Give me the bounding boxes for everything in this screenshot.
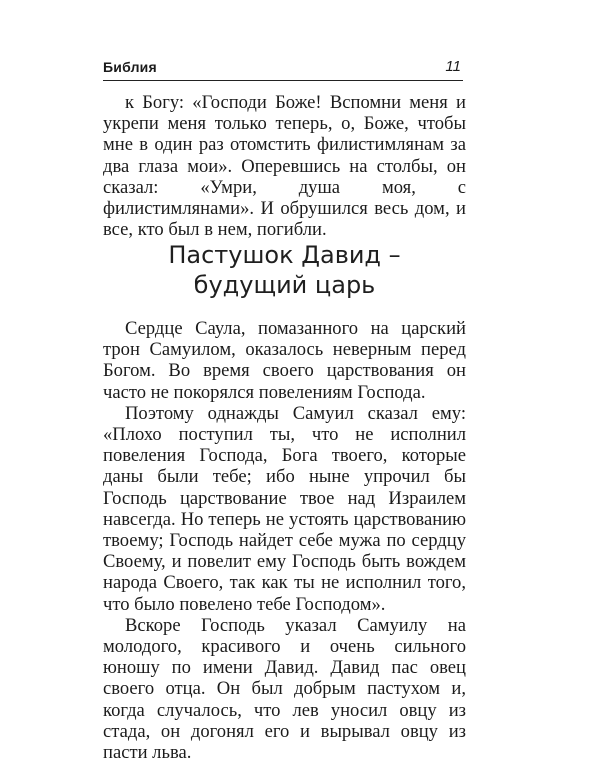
intro-text-block <box>103 92 466 240</box>
section-paragraph: Сердце Саула, помазанного на царский трон Самуилом, оказалось неверным перед Богом. Во время своего царствования он часто не покорялся повелениям Господа. <box>103 318 466 403</box>
page-number: 11 <box>445 58 461 75</box>
intro-paragraph: к Богу: «Господи Боже! Вспомни меня и укрепи меня только теперь, о, Боже, чтобы мне в один раз отомстить филистимлянам за два глаза мои». Оперевшись на столбы, он сказал: «Умри, душа моя, с филистимлянами». И обрушился весь дом, и все, кто был в нем, погибли. <box>103 92 466 241</box>
section-text-block <box>103 318 466 763</box>
section-paragraph: Поэтому однажды Самуил сказал ему: «Плохо поступил ты, что не исполнил повеления Господа, Бога твоего, которые даны были тебе; ибо ныне упрочил бы Господь царствование твое над Израилем навсегда. Но теперь не устоять царствованию твоему; Господь найдет себе мужа по сердцу Своему, и повелит ему Господь быть вождем народа Своего, так как ты не исполнил того, что было повелено тебе Господом». <box>103 402 466 615</box>
running-title: Библия <box>103 59 157 75</box>
section-heading-line-2: будущий царь <box>193 271 376 299</box>
section-heading <box>103 240 466 300</box>
section-paragraph: Вскоре Господь указал Самуилу на молодого, красивого и очень сильного юношу по имени Давид. Давид пас овец своего отца. Он был добрым пастухом и, когда случалось, что лев уносил овцу из стада, он догонял его и вырывал овцу из пасти льва. <box>103 614 466 763</box>
running-header <box>103 58 463 81</box>
section-heading-line-1: Пастушок Давид – <box>168 241 401 269</box>
